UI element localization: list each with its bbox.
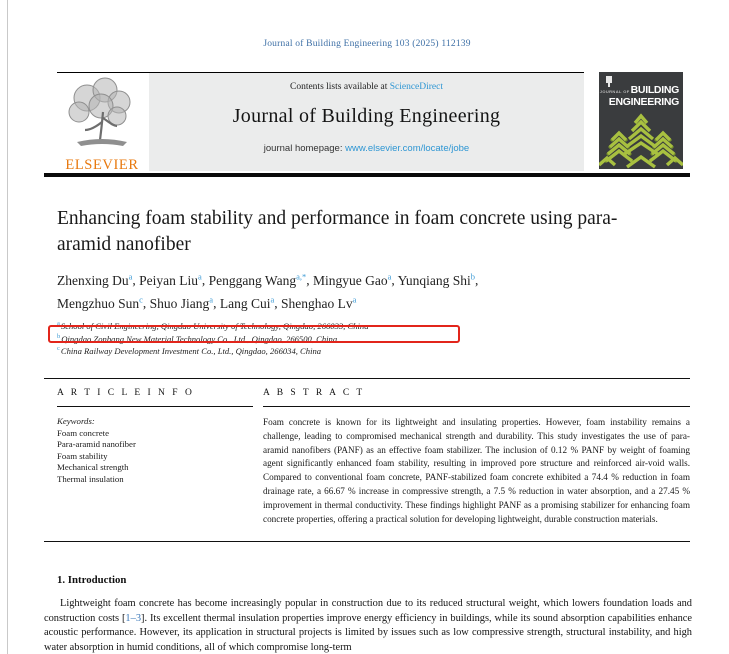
article-info-heading: A R T I C L E I N F O [57,388,195,398]
keyword: Mechanical strength [57,462,129,472]
elsevier-tree-icon [57,76,147,152]
article-info-rule [57,406,253,407]
author[interactable]: Penggang Wang$^{a,*}$ [208,271,307,288]
author-affiliation-sup[interactable]: a [209,294,214,304]
abstract-heading: A B S T R A C T [263,388,365,398]
abstract-text: Foam concrete is known for its lightweight and insulating properties. However, foam instability remains a challenge, leading to compromised mechanical strength and durability. This study investigates the use of para-aramid nanofibers (PANF) as an effective foam stabilizer. The inclusion of 0.12 % PANF by weight of foaming agent significantly enhanced foam stability, resulting in improved pore structure and reinforced air-void walls. Compared to conventional foam concrete, PANF-stabilized foam concrete exhibited a 74.4 % reduction in foam drainage rate, a 66.67 % increase in compressive strength, a 7.5 % reduction in water absorption, and a 27.45 % improvement in thermal conductivity. These findings highlight PANF as a promising stabilizer for enhancing foam concrete properties, offering a practical solution for developing lightweight, durable construction materials. [263,417,690,524]
page-edge-line [7,0,8,654]
keyword: Foam stability [57,450,108,461]
reference-citation-link[interactable]: 1–3 [125,612,142,624]
elsevier-wordmark: ELSEVIER [65,157,139,173]
article-title: Enhancing foam stability and performance in foam concrete using para-aramid nanofiber [57,208,618,255]
abstract-rule [263,406,690,407]
author[interactable]: Shuo Jiang$^a$ [149,294,214,311]
author-separator: , [213,295,220,311]
elsevier-logo[interactable] [57,76,147,171]
author-affiliation-sup corresponding-author-mark[interactable]: a,* [296,271,307,281]
author-affiliation-sup[interactable]: a [270,294,275,304]
keywords-label: Keywords: [57,416,95,426]
keyword: Foam concrete [57,427,110,438]
journal-cover-thumbnail[interactable] [599,72,683,169]
keyword: Para-aramid nanofiber [57,439,136,449]
introduction-heading: 1. Introduction [57,574,127,586]
author-separator: , [391,272,398,288]
sciencedirect-link[interactable]: ScienceDirect [389,82,443,92]
journal-homepage-link[interactable]: www.elsevier.com/locate/jobe [345,143,470,154]
cover-title-line1: BUILDING [630,84,679,96]
author-affiliation-sup[interactable]: a [198,271,202,281]
author-separator: , [142,295,150,311]
section-divider-rule [44,541,690,542]
author-affiliation-sup[interactable]: c [139,294,143,304]
abstract-column [263,388,690,526]
contents-lists-text: Contents lists available at [289,82,390,92]
masthead-banner [149,73,584,171]
introduction-paragraph [44,597,692,654]
author-affiliation-sup[interactable]: a [352,294,357,304]
author[interactable]: Yunqiang Shi$^b$ [397,271,476,288]
journal-homepage-line [149,143,584,154]
author[interactable]: Shenghao Lv$^a$ [280,294,357,311]
author-affiliation-sup[interactable]: a [387,271,392,281]
affiliations [57,319,657,357]
cover-title-line2: ENGINEERING [608,96,679,108]
intro-text-before-citation: Lightweight foam concrete has become increasingly popular in construction due to its reduced structural weight, which lowers foundation loads and construction costs [ [44,598,692,624]
journal-title: Journal of Building Engineering [232,105,501,127]
cover-journal-of-label: JOURNAL OF [599,89,630,94]
author[interactable]: Zhenxing Du$^a$ [57,271,133,288]
cover-trees-graphic [599,107,683,169]
masthead-bottom-bar [44,173,690,177]
author-separator: , [306,272,313,288]
author[interactable]: Lang Cui$^a$ [219,294,275,311]
affiliation-c: $^c$China Railway Development Investment Co., Ltd., Qingdao, 266034, China [57,345,322,356]
author-affiliation-sup[interactable]: b [470,271,476,281]
author-separator: , [475,272,479,288]
author-separator: , [274,295,281,311]
author[interactable]: Peiyan Liu$^a$ [139,271,202,288]
author-affiliation-sup[interactable]: a [128,271,133,281]
section-divider-rule [44,378,690,379]
author-list [57,267,697,313]
affiliation-b-highlighted: $^b$Qingdao Zonbang New Material Technology Co., Ltd., Qingdao, 266500, China [57,332,338,344]
homepage-label: journal homepage: [263,143,346,154]
author[interactable]: Mingyue Gao$^a$ [313,271,392,288]
article-info-column [57,388,253,485]
intro-text-after-citation: ]. Its excellent thermal insulation properties improve energy efficiency in buildings, while its sound absorption capabilities enhance acoustic performance. However, its application in structural projects is limited by issues such as low compressive strength, structural instability, and high water absorption in humid conditions, all of which compromise long-term [44,612,692,653]
author[interactable]: Mengzhuo Sun$^c$ [57,294,143,311]
contents-lists-line [149,82,584,92]
author-separator: , [201,272,209,288]
running-head-citation: Journal of Building Engineering 103 (2025) 112139 [263,39,471,49]
keyword: Thermal insulation [57,473,124,484]
author-separator: , [132,272,140,288]
cover-title [600,85,679,107]
affiliation-a: $^a$School of Civil Engineering, Qingdao University of Technology, Qingdao, 266033, China [57,320,369,331]
